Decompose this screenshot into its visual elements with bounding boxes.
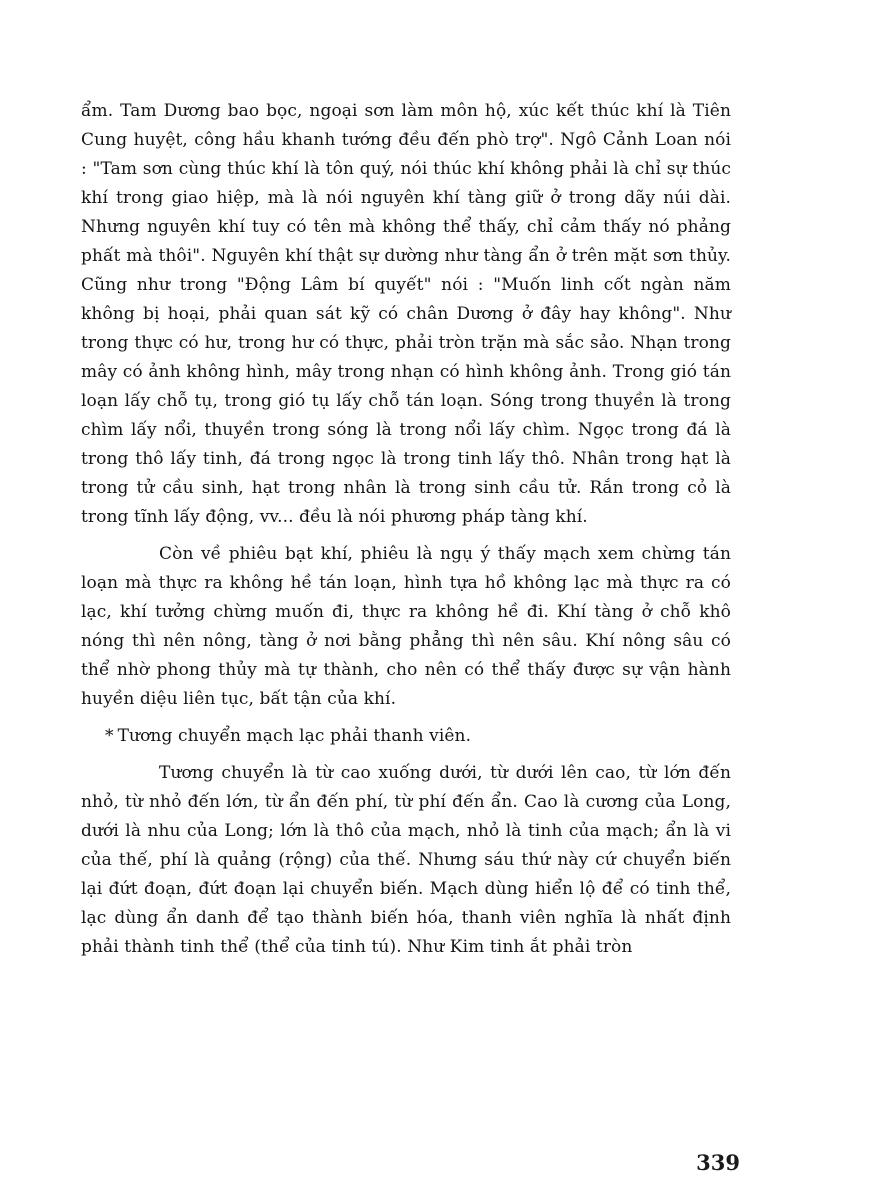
body-text [81,97,731,962]
paragraph-3: Tương chuyển là từ cao xuống dưới, từ dưới lên cao, từ lớn đến nhỏ, từ nhỏ đến lớn, từ ẩn đến phí, từ phí đến ẩn. Cao là cương của Long, dưới là nhu của Long; lớn là thô của mạch, nhỏ là tinh của mạch; ẩn là vi của thế, phí là quảng (rộng) của thế. Nhưng sáu thứ này cứ chuyển biến lại đứt đoạn, đứt đoạn lại chuyển biến. Mạch dùng hiển lộ để có tinh thể, lạc dùng ẩn danh để tạo thành biến hóa, thanh viên nghĩa là nhất định phải thành tinh thể (thể của tinh tú). Như Kim tinh ắt phải tròn [81,763,731,957]
page-number: 339 [696,1150,740,1175]
bullet-heading-text: Tương chuyển mạch lạc phải thanh viên. [117,726,472,746]
bullet-mark: * [105,726,114,746]
paragraph-1: ẩm. Tam Dương bao bọc, ngoại sơn làm môn hộ, xúc kết thúc khí là Tiên Cung huyệt, công hầu khanh tướng đều đến phò trợ". Ngô Cảnh Loan nói : "Tam sơn cùng thúc khí là tôn quý, nói thúc khí không phải là chỉ sự thúc khí trong giao hiệp, mà là nói nguyên khí tàng giữ ở trong dãy núi dài. Nhưng nguyên khí tuy có tên mà không thể thấy, chỉ cảm thấy nó phảng phất mà thôi". Nguyên khí thật sự dường như tàng ẩn ở trên mặt sơn thủy. Cũng như trong "Động Lâm bí quyết" nói : "Muốn linh cốt ngàn năm không bị hoại, phải quan sát kỹ có chân Dương ở đây hay không". Như trong thực có hư, trong hư có thực, phải tròn trặn mà sắc sảo. Nhạn trong mây có ảnh không hình, mây trong nhạn có hình không ảnh. Trong gió tán loạn lấy chỗ tụ, trong gió tụ lấy chỗ tán loạn. Sóng trong thuyền là trong chìm lấy nổi, thuyền trong sóng là trong nổi lấy chìm. Ngọc trong đá là trong thô lấy tinh, đá trong ngọc là trong tinh lấy thô. Nhân trong hạt là trong tử cầu sinh, hạt trong nhân là trong sinh cầu tử. Rắn trong cỏ là trong tĩnh lấy động, vv... đều là nói phương pháp tàng khí. [81,101,731,527]
paragraph-2: Còn về phiêu bạt khí, phiêu là ngụ ý thấy mạch xem chừng tán loạn mà thực ra không hề tán loạn, hình tựa hồ không lạc mà thực ra có lạc, khí tưởng chừng muốn đi, thực ra không hề đi. Khí tàng ở chỗ khô nóng thì nên nông, tàng ở nơi bằng phẳng thì nên sâu. Khí nông sâu có thể nhờ phong thủy mà tự thành, cho nên có thể thấy được sự vận hành huyền diệu liên tục, bất tận của khí. [81,544,731,709]
bullet-heading [81,722,731,751]
